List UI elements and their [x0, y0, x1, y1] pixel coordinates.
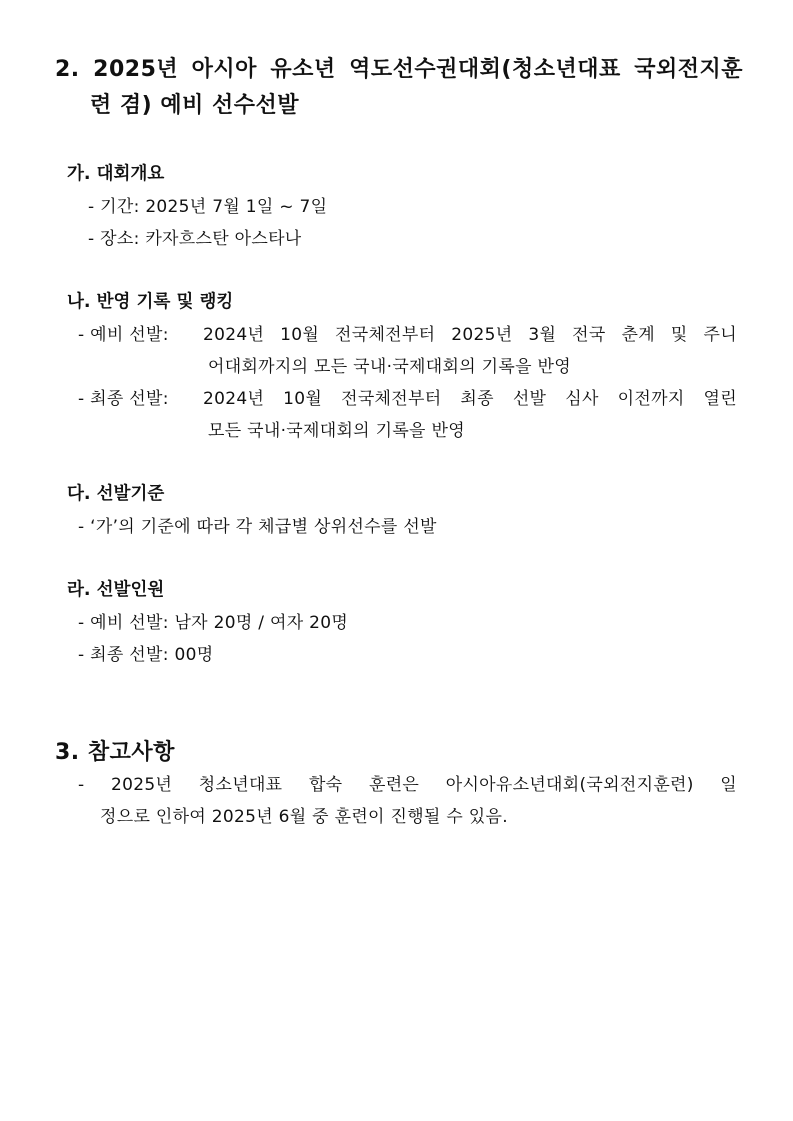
ra-item-prelim: - 예비 선발: 남자 20명 / 여자 20명 [78, 613, 349, 633]
na-prelim-label: - 예비 선발: [78, 325, 169, 345]
na-heading: 나. 반영 기록 및 랭킹 [67, 292, 234, 312]
section3-line2: 정으로 인하여 2025년 6월 중 훈련이 진행될 수 있음. [100, 807, 508, 827]
ga-heading: 가. 대회개요 [67, 164, 165, 184]
section2-title-line1: 2. 2025년 아시아 유소년 역도선수권대회(청소년대표 국외전지훈 [55, 57, 743, 82]
section2-title-line2: 련 겸) 예비 선수선발 [90, 93, 300, 118]
da-heading: 다. 선발기준 [67, 484, 165, 504]
da-item: - ‘가’의 기준에 따라 각 체급별 상위선수를 선발 [78, 517, 437, 537]
na-final-line2: 모든 국내·국제대회의 기록을 반영 [208, 421, 465, 441]
section3-line1: - 2025년 청소년대표 합숙 훈련은 아시아유소년대회(국외전지훈련) 일 [78, 775, 737, 795]
ra-heading: 라. 선발인원 [67, 580, 165, 600]
na-final-label: - 최종 선발: [78, 389, 169, 409]
ra-item-final: - 최종 선발: 00명 [78, 645, 214, 665]
na-final-line1: 2024년 10월 전국체전부터 최종 선발 심사 이전까지 열린 [203, 389, 737, 409]
na-prelim-line1: 2024년 10월 전국체전부터 2025년 3월 전국 춘계 및 주니 [203, 325, 737, 345]
ga-item-venue: - 장소: 카자흐스탄 아스타나 [88, 229, 302, 249]
na-prelim-line2: 어대회까지의 모든 국내·국제대회의 기록을 반영 [208, 357, 571, 377]
section3-title: 3. 참고사항 [55, 740, 175, 765]
ga-item-period: - 기간: 2025년 7월 1일 ~ 7일 [88, 197, 328, 217]
